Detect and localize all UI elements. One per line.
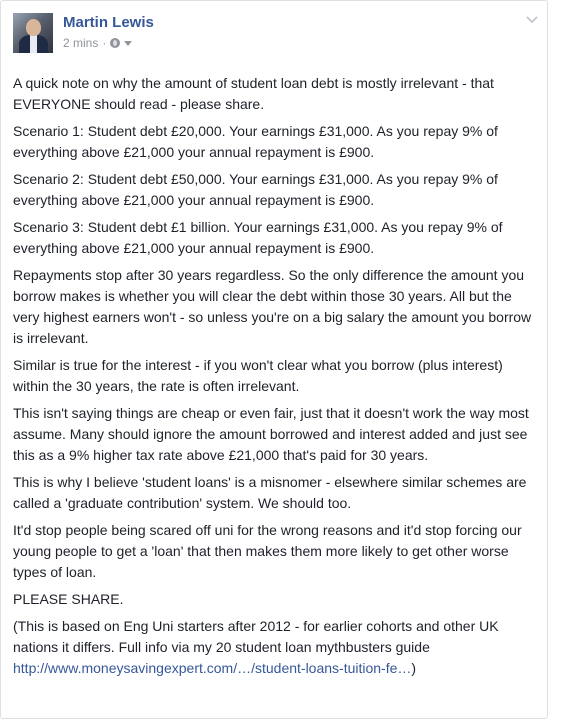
post-paragraph: Similar is true for the interest - if you won't clear what you borrow (plus interest) within the 30 years, the rate is often irrelevant.: [13, 357, 503, 394]
author-name[interactable]: Martin Lewis: [63, 14, 154, 31]
post-meta: [63, 13, 154, 51]
post-paragraph: A quick note on why the amount of student loan debt is mostly irrelevant - that EVERYONE should read - please share.: [13, 75, 494, 112]
avatar-shirt: [30, 35, 37, 53]
post-header: [13, 13, 154, 53]
post-paragraph: Repayments stop after 30 years regardless. So the only difference the amount you borrow makes is whether you will clear the debt within those 30 years. All but the very highest earners won't - so unless you're on a big salary the amount you borrow is irrelevant.: [13, 267, 532, 346]
post-timestamp[interactable]: 2 mins: [63, 36, 99, 50]
post-paragraph: PLEASE SHARE.: [13, 591, 124, 607]
post-paragraph: This is why I believe 'student loans' is a misnomer - elsewhere similar schemes are called a 'graduate contribution' system. We should too.: [13, 474, 527, 511]
post-paragraph: Scenario 1: Student debt £20,000. Your earnings £31,000. As you repay 9% of everything above £21,000 your annual repayment is £900.: [13, 123, 498, 160]
post-paragraph: It'd stop people being scared off uni for the wrong reasons and it'd stop forcing our young people to get a 'loan' that then makes them more likely to get other worse types of loan.: [13, 522, 522, 580]
post-paragraph-last: [13, 616, 541, 679]
closing-paren: ): [411, 660, 417, 676]
caret-down-icon[interactable]: [124, 41, 132, 46]
post-paragraph-text: (This is based on Eng Uni starters after 2012 - for earlier cohorts and other UK nations it differs. Full info via my 20 student loan mythbusters guide: [13, 618, 499, 655]
globe-icon[interactable]: [110, 38, 120, 48]
chevron-down-icon[interactable]: [525, 15, 539, 25]
post-subline: [63, 35, 154, 51]
separator-dot: ·: [102, 36, 107, 50]
post-paragraph: Scenario 2: Student debt £50,000. Your earnings £31,000. As you repay 9% of everything above £21,000 your annual repayment is £900.: [13, 171, 498, 208]
avatar-head: [26, 19, 41, 36]
post-body: [13, 73, 541, 685]
guide-link[interactable]: http://www.moneysavingexpert.com/…/student-loans-tuition-fe…: [13, 660, 412, 676]
post-paragraph: Scenario 3: Student debt £1 billion. Your earnings £31,000. As you repay 9% of everything above £21,000 your annual repayment is £900.: [13, 219, 503, 256]
post-paragraph: This isn't saying things are cheap or even fair, just that it doesn't work the way most assume. Many should ignore the amount borrowed and interest added and just see this as a 9% higher tax rate above £21,000 that's paid for 30 years.: [13, 405, 529, 463]
avatar[interactable]: [13, 13, 53, 53]
